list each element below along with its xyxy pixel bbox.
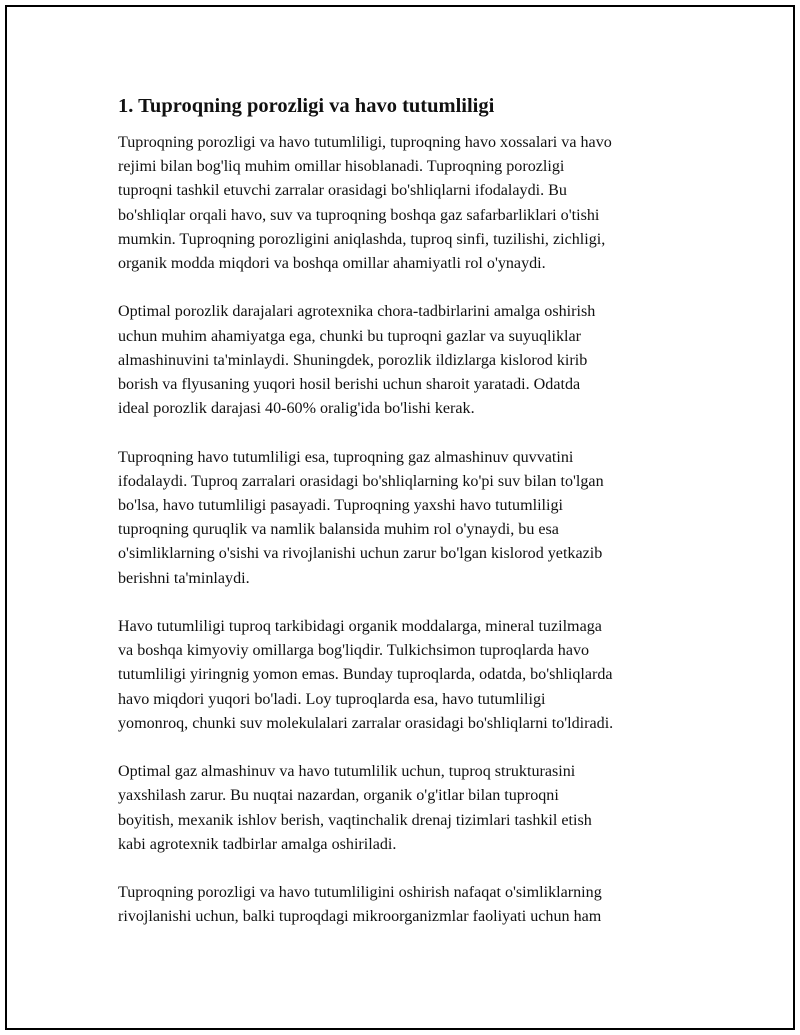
text-line: tuproqning quruqlik va namlik balansida muhim rol o'ynaydi, bu esa [118,521,559,539]
text-line: Tuproqning havo tutumliligi esa, tuproqning gaz almashinuv quvvatini [118,448,574,466]
text-line: o'simliklarning o'sishi va rivojlanishi uchun zarur bo'lgan kislorod yetkazib [118,545,603,563]
text-line: borish va flyusaning yuqori hosil berishi uchun sharoit yaratadi. Odatda [118,376,581,394]
text-line: Tuproqning porozligi va havo tutumliligini oshirish nafaqat o'simliklarning [118,884,602,902]
text-line: tuproqni tashkil etuvchi zarralar orasidagi bo'shliqlarni ifodalaydi. Bu [118,182,567,200]
text-line: mumkin. Tuproqning porozligini aniqlashda, tuproq sinfi, tuzilishi, zichligi, [118,230,606,248]
section-heading: 1. Tuproqning porozligi va havo tutumliligi [118,95,495,117]
text-line: kabi agrotexnik tadbirlar amalga oshiriladi. [118,835,397,853]
text-line: yomonroq, chunki suv molekulalari zarralar orasidagi bo'shliqlarni to'ldiradi. [118,714,614,732]
paragraph-conclusion [118,881,693,929]
text-line: yaxshilash zarur. Bu nuqtai nazardan, organik o'g'itlar bilan tuproqni [118,787,559,805]
text-line: almashinuvini ta'minlaydi. Shuningdek, porozlik ildizlarga kislorod kirib [118,351,588,369]
text-line: havo miqdori yuqori bo'ladi. Loy tuproqlarda esa, havo tutumliligi [118,690,546,708]
text-line: ideal porozlik darajasi 40-60% oralig'ida bo'lishi kerak. [118,400,475,418]
text-line: boyitish, mexanik ishlov berish, vaqtinchalik drenaj tizimlari tashkil etish [118,811,592,829]
paragraph-optimal-porosity [118,300,693,421]
text-line: Havo tutumliligi tuproq tarkibidagi organik moddalarga, mineral tuzilmaga [118,618,602,636]
text-line: rejimi bilan bog'liq muhim omillar hisoblanadi. Tuproqning porozligi [118,158,565,176]
text-line: ifodalaydi. Tuproq zarralari orasidagi bo'shliqlarning ko'pi suv bilan to'lgan [118,472,604,490]
document-body [118,92,693,954]
text-line: tutumliligi yiringnig yomon emas. Bunday tuproqlarda, odatda, bo'shliqlarda [118,666,613,684]
text-line: bo'lsa, havo tutumliligi pasayadi. Tuproqning yaxshi havo tutumliligi [118,497,564,515]
paragraph-soil-structure [118,760,693,857]
text-line: Tuproqning porozligi va havo tutumliligi, tuproqning havo xossalari va havo [118,134,612,151]
text-line: berishni ta'minlaydi. [118,569,250,587]
text-line: va boshqa kimyoviy omillarga bog'liqdir. Tulkichsimon tuproqlarda havo [118,642,590,660]
text-line: bo'shliqlar orqali havo, suv va tuproqning boshqa gaz safarbarliklari o'tishi [118,206,600,224]
text-line: Optimal gaz almashinuv va havo tutumlilik uchun, tuproq strukturasini [118,763,576,781]
paragraph-porosity-intro [118,131,693,276]
text-line: organik modda miqdori va boshqa omillar ahamiyatli rol o'ynaydi. [118,255,546,273]
paragraph-air-capacity-factors [118,615,693,736]
text-line: Optimal porozlik darajalari agrotexnika chora-tadbirlarini amalga oshirish [118,303,596,321]
text-line: uchun muhim ahamiyatga ega, chunki bu tuproqni gazlar va suyuqliklar [118,327,582,345]
paragraph-air-capacity [118,446,693,591]
text-line: rivojlanishi uchun, balki tuproqdagi mikroorganizmlar faoliyati uchun ham [118,908,602,926]
